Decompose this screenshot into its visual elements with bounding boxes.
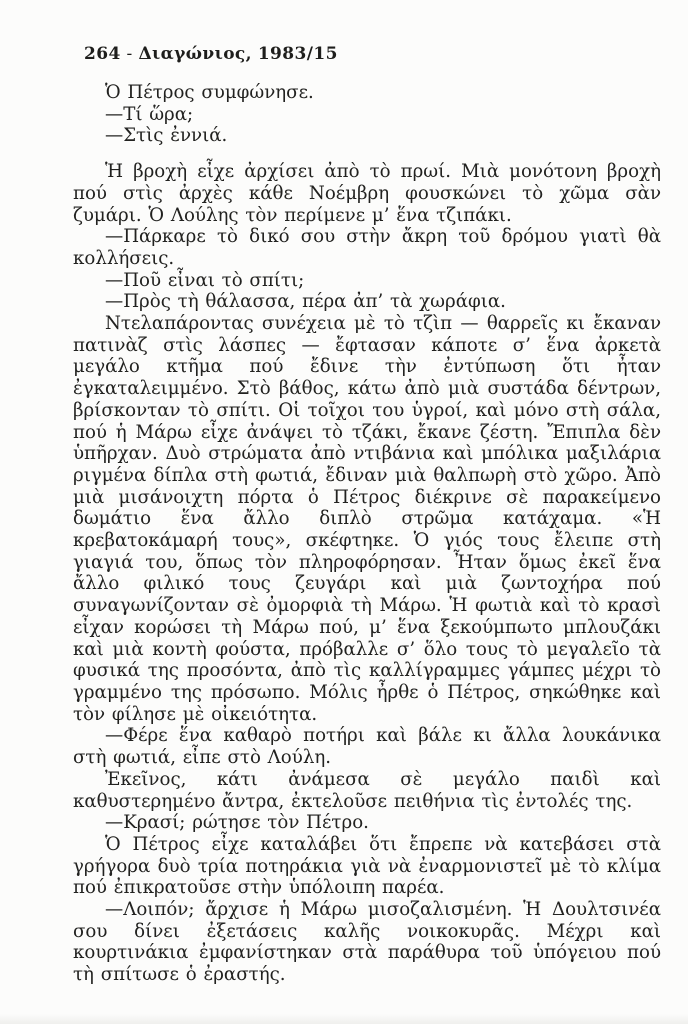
paragraph: Ὁ Πέτρος εἶχε καταλάβει ὅτι ἔπρεπε νὰ κατεβάσει στὰ γρήγορα δυὸ τρία ποτηράκια γιὰ νὰ ἐναρμονιστεῖ μὲ τὸ κλίμα πού ἐπικρατοῦσε στὴν ὑπόλοιπη παρέα. xyxy=(73,833,661,899)
paragraph: —Φέρε ἕνα καθαρὸ ποτήρι καὶ βάλε κι ἄλλα λουκάνικα στὴ φωτιά, εἶπε στὸ Λούλη. xyxy=(73,725,661,769)
paragraph: —Τί ὥρα; xyxy=(105,103,194,125)
body-text xyxy=(73,82,661,986)
issue-number: 1983/15 xyxy=(257,44,338,64)
paragraph: —Κρασί; ρώτησε τὸν Πέτρο. xyxy=(105,812,369,834)
paragraph: —Στὶς ἐννιά. xyxy=(105,125,228,147)
paragraph: Ντελαπάροντας συνέχεια μὲ τὸ τζὶπ — θαρρεῖς κι ἔκαναν πατινὰζ στὶς λάσπες — ἔφτασαν κάποτε σ’ ἕνα ἀρκετὰ μεγάλο κτῆμα πού ἔδινε τὴν ἐντύπωση ὅτι ἦταν ἐγκαταλειμμένο. Στὸ βάθος, κάτω ἀπὸ μιὰ συστάδα δέντρων, βρίσκονταν τὸ σπίτι. Οἱ τοῖχοι του ὑγροί, καὶ μόνο στὴ σάλα, πού ἡ Μάρω εἶχε ἀνάψει τὸ τζάκι, ἔκανε ζέστη. Ἔπιπλα δὲν ὑπῆρχαν. Δυὸ στρώματα ἀπὸ ντιβάνια καὶ μπόλικα μαξιλάρια ριγμένα δίπλα στὴ φωτιά, ἔδιναν μιὰ θαλπωρὴ στὸ χῶρο. Ἀπὸ μιὰ μισάνοιχτη πόρτα ὁ Πέτρος διέκρινε σὲ παρακείμενο δωμάτιο ἕνα ἄλλο διπλὸ στρῶμα κατάχαμα. «Ἡ κρεβατοκάμαρή τους», σκέφτηκε. Ὁ γιός τους ἔλειπε στὴ γιαγιά του, ὅπως τὸν πληροφόρησαν. Ἦταν ὅμως ἐκεῖ ἕνα ἄλλο φιλικό τους ζευγάρι καὶ μιὰ ζωντοχήρα πού συναγωνίζονταν σὲ ὀμορφιὰ τὴ Μάρω. Ἡ φωτιὰ καὶ τὸ κρασὶ εἶχαν κορώσει τὴ Μάρω πού, μ’ ἕνα ξεκούμπωτο μπλουζάκι καὶ μιὰ κοντὴ φούστα, πρόβαλλε σ’ ὅλο τους τὸ μεγαλεῖο τὰ φυσικά της προσόντα, ἀπὸ τὶς καλλίγραμμες γάμπες μέχρι τὸ γραμμένο της πρόσωπο. Μόλις ἦρθε ὁ Πέτρος, σηκώθηκε καὶ τὸν φίλησε μὲ οἰκειότητα. xyxy=(73,313,661,725)
scan-edge-shadow xyxy=(0,1014,688,1024)
page-header xyxy=(84,44,338,64)
paragraph: Ἐκεῖνος, κάτι ἀνάμεσα σὲ μεγάλο παιδὶ καὶ καθυστερημένο ἄντρα, ἐκτελοῦσε πειθήνια τὶς ἐντολές της. xyxy=(73,768,661,812)
paragraph: Ὁ Πέτρος συμφώνησε. xyxy=(105,82,314,103)
magazine-title: Διαγώνιος, xyxy=(138,44,253,64)
paragraph: Ἡ βροχὴ εἶχε ἀρχίσει ἀπὸ τὸ πρωί. Μιὰ μονότονη βροχὴ πού στὶς ἀρχὲς κάθε Νοέμβρη φουσκώνει τὸ χῶμα σὰν ζυμάρι. Ὁ Λούλης τὸν περίμενε μ’ ἕνα τζιπάκι. xyxy=(73,161,661,226)
paragraph: —Πάρκαρε τὸ δικό σου στὴν ἄκρη τοῦ δρόμου γιατὶ θὰ κολλήσεις. xyxy=(73,226,661,269)
paragraph: —Λοιπόν; ἄρχισε ἡ Μάρω μισοζαλισμένη. Ἡ Δουλτσινέα σου δίνει ἐξετάσεις καλῆς νοικοκυρᾶς. Μέχρι καὶ κουρτινάκια ἐμφανίστηκαν στὰ παράθυρα τοῦ ὑπόγειου πού τὴ σπίτωσε ὁ ἐραστής. xyxy=(73,899,661,986)
paragraph: —Ποῦ εἶναι τὸ σπίτι; xyxy=(105,269,305,291)
page-number: 264 xyxy=(84,44,121,64)
paragraph: —Πρὸς τὴ θάλασσα, πέρα ἀπ’ τὰ χωράφια. xyxy=(105,291,506,313)
header-dash: - xyxy=(126,44,133,64)
